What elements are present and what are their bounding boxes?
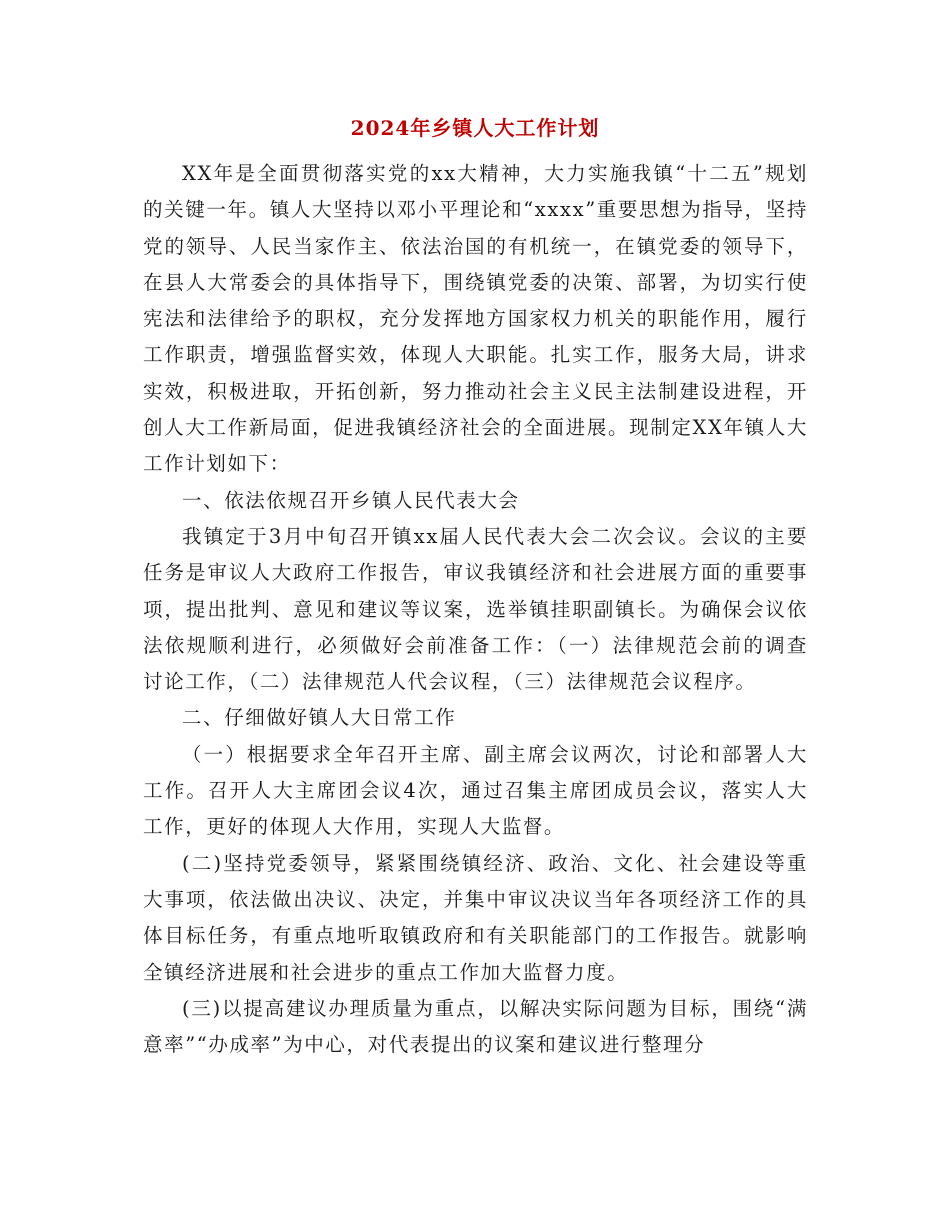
paragraph-item-1: （一）根据要求全年召开主席、副主席会议两次，讨论和部署人大工作。召开人大主席团会议4次，通过召集主席团成员会议，落实人大工作，更好的体现人大作用，实现人大监督。 xyxy=(143,742,808,839)
paragraph-item-3: (三)以提高建议办理质量为重点，以解决实际问题为目标，围绕“满意率”“办成率”为中心，对代表提出的议案和建议进行整理分 xyxy=(143,996,808,1057)
paragraph-intro: XX年是全面贯彻落实党的xx大精神，大力实施我镇“十二五”规划的关键一年。镇人大坚持以邓小平理论和“xxxx”重要思想为指导，坚持党的领导、人民当家作主、依法治国的有机统一，在镇党委的领导下，在县人大常委会的具体指导下，围绕镇党委的决策、部署，为切实行使宪法和法律给予的职权，充分发挥地方国家权力机关的职能作用，履行工作职责，增强监督实效，体现人大职能。扎实工作，服务大局，讲求实效，积极进取，开拓创新，努力推动社会主义民主法制建设进程，开创人大工作新局面，促进我镇经济社会的全面进展。现制定XX年镇人大工作计划如下： xyxy=(143,162,808,476)
document-title: 2024年乡镇人大工作计划 xyxy=(350,116,600,140)
paragraph-item-2: (二)坚持党委领导，紧紧围绕镇经济、政治、文化、社会建设等重大事项，依法做出决议、决定，并集中审议决议当年各项经济工作的具体目标任务，有重点地听取镇政府和有关职能部门的工作报告。就影响全镇经济进展和社会进步的重点工作加大监督力度。 xyxy=(143,851,808,984)
document-body xyxy=(143,156,808,1063)
paragraph-section-1: 我镇定于3月中旬召开镇xx届人民代表大会二次会议。会议的主要任务是审议人大政府工作报告，审议我镇经济和社会进展方面的重要事项，提出批判、意见和建议等议案，选举镇挂职副镇长。为确保会议依法依规顺利进行，必须做好会前准备工作：（一）法律规范会前的调查讨论工作，（二）法律规范人代会议程，（三）法律规范会议程序。 xyxy=(143,524,808,694)
section-heading-2: 二、仔细做好镇人大日常工作 xyxy=(182,706,457,730)
section-heading-1: 一、依法依规召开乡镇人民代表大会 xyxy=(182,488,520,512)
